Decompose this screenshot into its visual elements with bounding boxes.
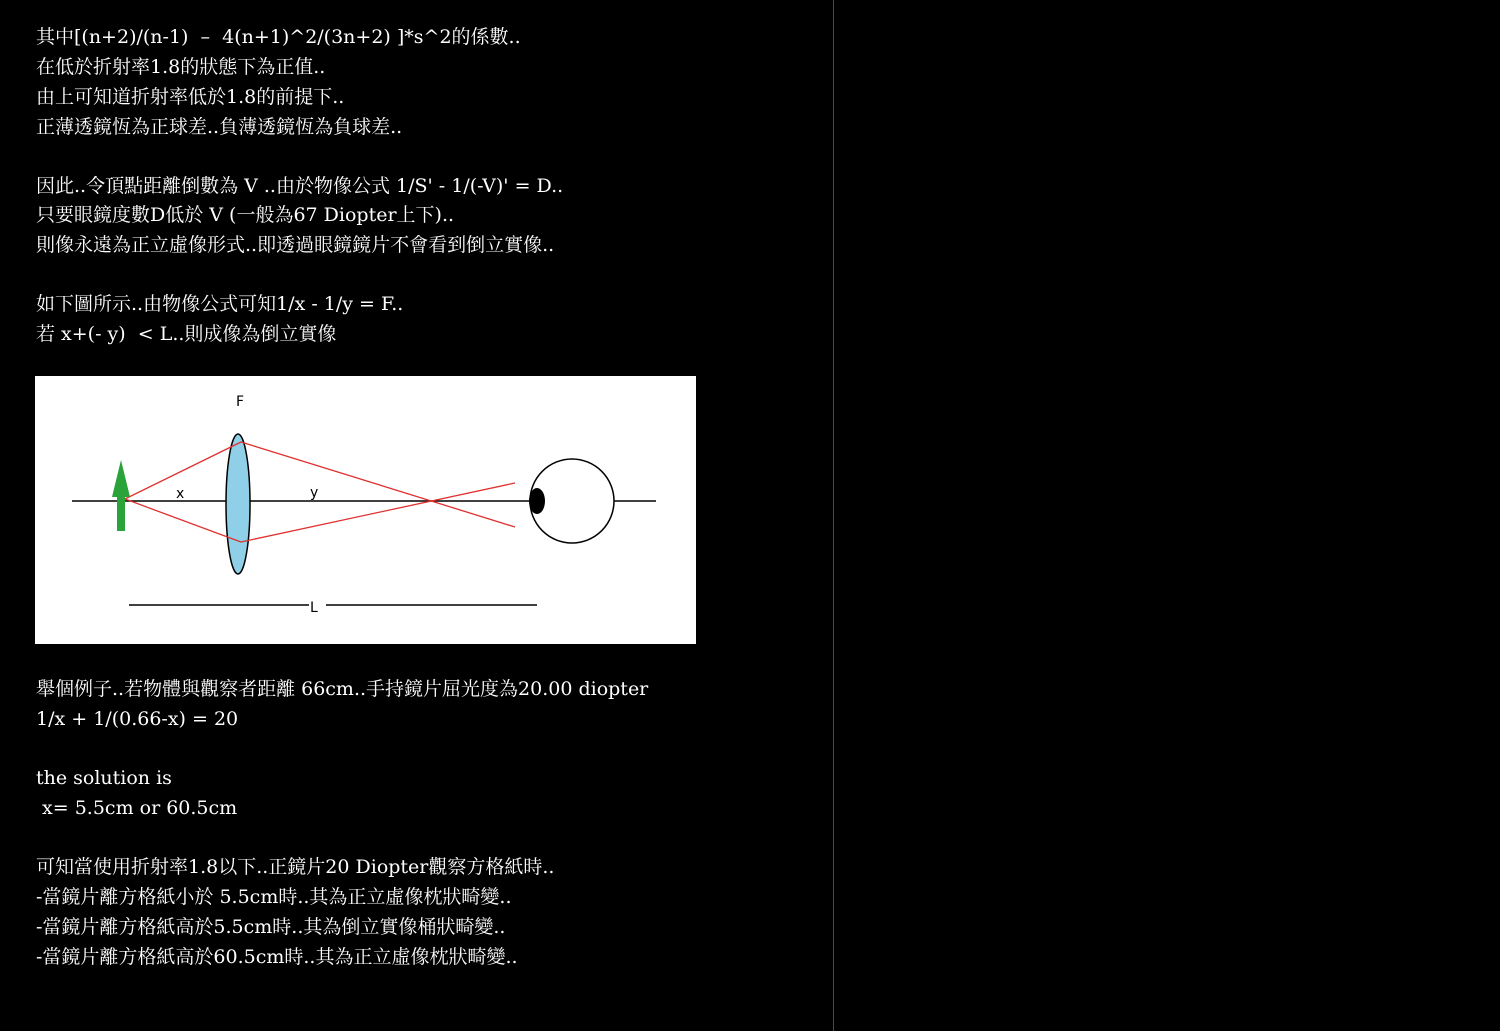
optics-diagram-svg — [35, 376, 696, 644]
ray — [125, 499, 241, 542]
optics-diagram — [35, 376, 696, 644]
text-line: -當鏡片離方格紙高於5.5cm時..其為倒立實像桶狀畸變.. — [36, 916, 506, 938]
object-arrow — [112, 460, 130, 531]
label-l: L — [310, 600, 318, 616]
text-line: 正薄透鏡恆為正球差..負薄透鏡恆為負球差.. — [36, 116, 403, 138]
text-line: 則像永遠為正立虛像形式..即透過眼鏡鏡片不會看到倒立實像.. — [36, 234, 555, 256]
text-line: 其中[(n+2)/(n-1) – 4(n+1)^2/(3n+2) ]*s^2的係數.. — [36, 26, 521, 48]
text-line: 只要眼鏡度數D低於 V (一般為67 Diopter上下).. — [36, 204, 455, 226]
text-line: 如下圖所示..由物像公式可知1/x - 1/y = F.. — [36, 293, 404, 315]
ray — [241, 442, 515, 527]
label-f: F — [236, 394, 245, 410]
text-line: 因此..令頂點距離倒數為 V ..由於物像公式 1/S' - 1/(-V)' = D.. — [36, 175, 564, 197]
label-x: x — [176, 486, 185, 502]
lens — [226, 434, 250, 574]
ray — [241, 483, 515, 542]
text-line: the solution is — [36, 767, 172, 789]
text-line: 可知當使用折射率1.8以下..正鏡片20 Diopter觀察方格紙時.. — [36, 856, 555, 878]
empty-pane — [834, 0, 1500, 1031]
eye-icon — [529, 459, 614, 543]
text-line: 由上可知道折射率低於1.8的前提下.. — [36, 86, 345, 108]
label-y: y — [310, 485, 319, 501]
text-line: 舉個例子..若物體與觀察者距離 66cm..手持鏡片屈光度為20.00 diopter — [36, 678, 649, 700]
text-line: 在低於折射率1.8的狀態下為正值.. — [36, 56, 326, 78]
text-line: 若 x+(- y) < L..則成像為倒立實像 — [36, 323, 337, 345]
text-line: -當鏡片離方格紙小於 5.5cm時..其為正立虛像枕狀畸變.. — [36, 886, 512, 908]
text-line: -當鏡片離方格紙高於60.5cm時..其為正立虛像枕狀畸變.. — [36, 946, 518, 968]
text-line: 1/x + 1/(0.66-x) = 20 — [36, 708, 239, 730]
text-line: x= 5.5cm or 60.5cm — [36, 797, 238, 819]
